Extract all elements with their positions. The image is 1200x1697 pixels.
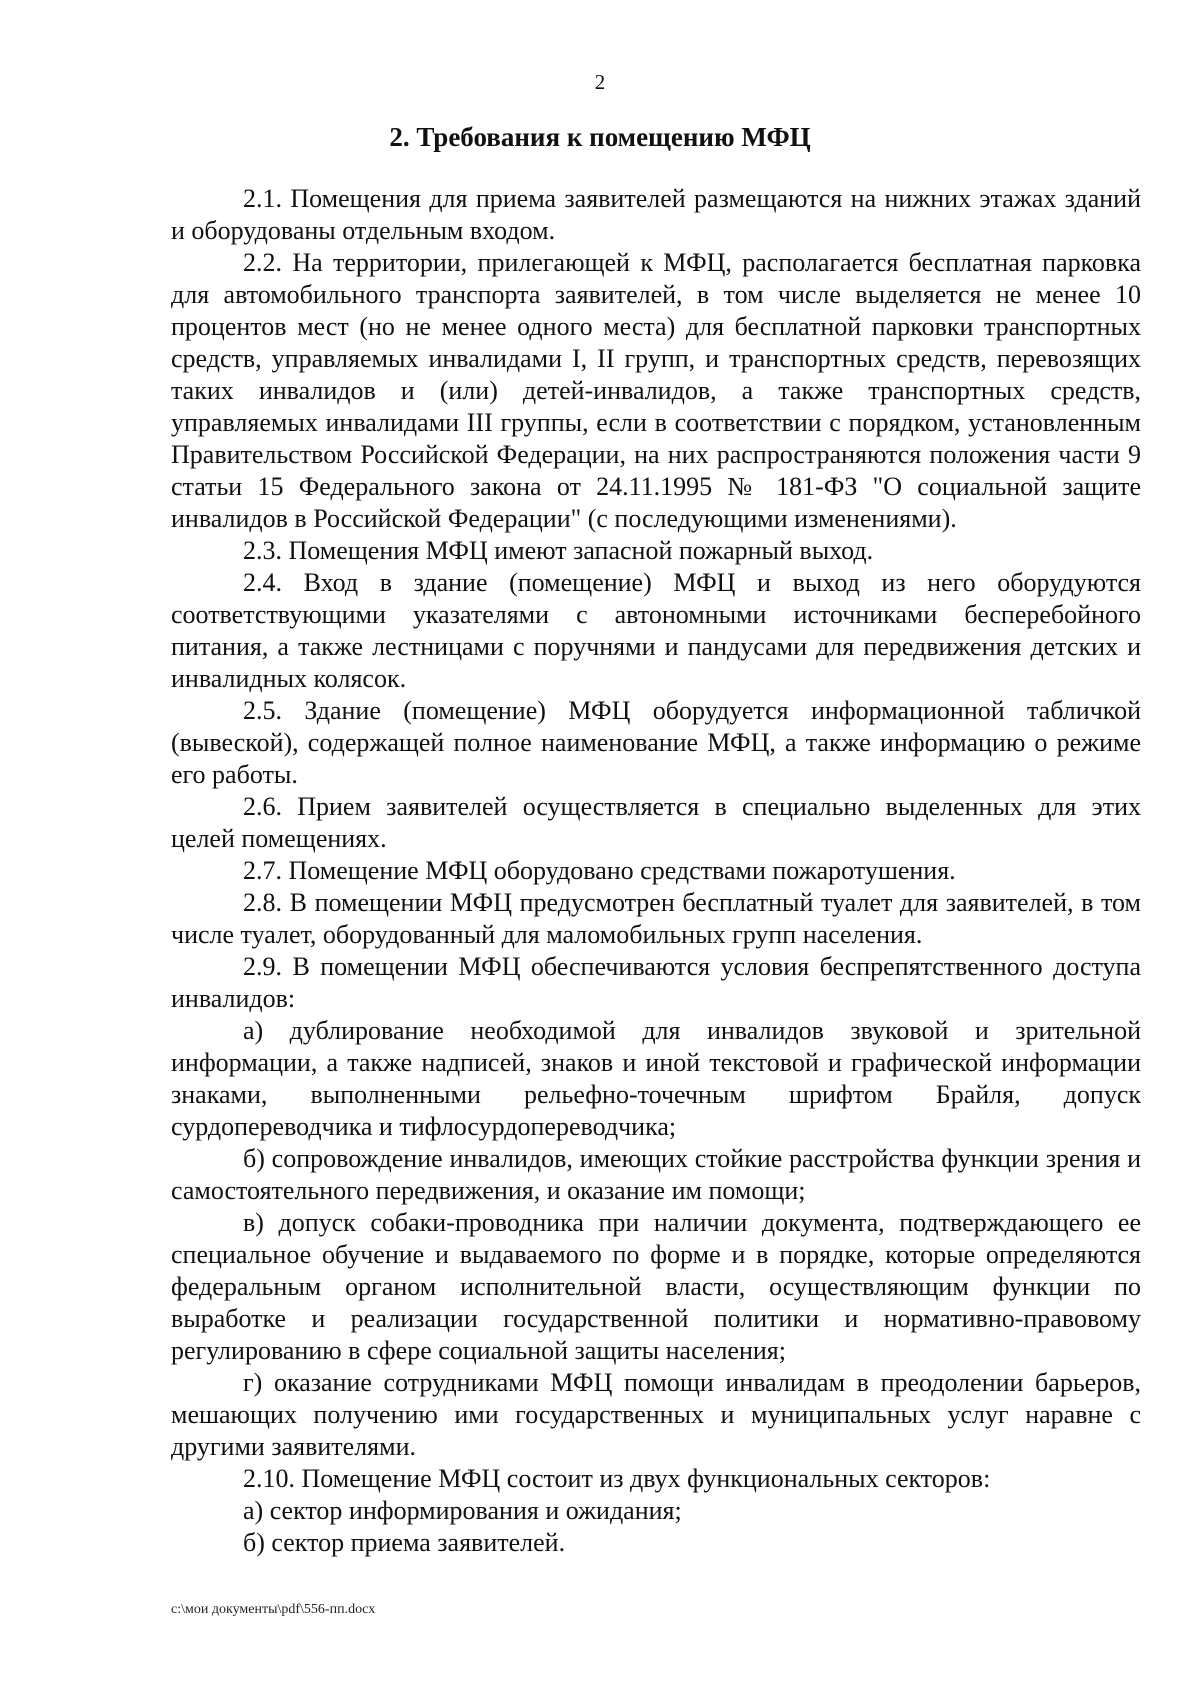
paragraph-2-2: 2.2. На территории, прилегающей к МФЦ, располагается бесплатная парковка для автомобильного транспорта заявителей, в том числе выделяется не менее 10 процентов мест (но не менее одного места) для бесплатной парковки транспортных средств, управляемых инвалидами I, II групп, и транспортных средств, перевозящих таких инвалидов и (или) детей-инвалидов, а также транспортных средств, управляемых инвалидами III группы, если в соответствии с порядком, установленным Правительством Российской Федерации, на них распространяются положения части 9 статьи 15 Федерального закона от 24.11.1995 № 181-ФЗ "О социальной защите инвалидов в Российской Федерации" (с последующими изменениями).: [171, 248, 1141, 533]
paragraph-2-3: 2.3. Помещения МФЦ имеют запасной пожарный выход.: [243, 536, 874, 565]
list-item-g: г) оказание сотрудниками МФЦ помощи инвалидам в преодолении барьеров, мешающих получению ими государственных и муниципальных услуг наравне с другими заявителями.: [171, 1368, 1141, 1461]
list-item-v: в) допуск собаки-проводника при наличии документа, подтверждающего ее специальное обучение и выдаваемого по форме и в порядке, которые определяются федеральным органом исполнительной власти, осуществляющим функции по выработке и реализации государственной политики и нормативно-правовому регулированию в сфере социальной защиты населения;: [171, 1208, 1141, 1365]
page-number: 2: [594, 70, 606, 94]
file-path-footer: c:\мои документы\pdf\556-пп.docx: [171, 1602, 376, 1617]
sector-item-a: а) сектор информирования и ожидания;: [243, 1496, 682, 1525]
list-item-a: а) дублирование необходимой для инвалидов звуковой и зрительной информации, а также надписей, знаков и иной текстовой и графической информации знаками, выполненными рельефно-точечным шрифтом Брайля, допуск сурдопереводчика и тифлосурдопереводчика;: [171, 1016, 1141, 1141]
section-heading: 2. Требования к помещению МФЦ: [389, 122, 811, 152]
paragraph-2-8: 2.8. В помещении МФЦ предусмотрен бесплатный туалет для заявителей, в том числе туалет, оборудованный для маломобильных групп населения.: [171, 888, 1141, 949]
paragraph-2-7: 2.7. Помещение МФЦ оборудовано средствами пожаротушения.: [243, 856, 956, 885]
paragraph-2-10: 2.10. Помещение МФЦ состоит из двух функциональных секторов:: [243, 1464, 991, 1493]
list-item-b: б) сопровождение инвалидов, имеющих стойкие расстройства функции зрения и самостоятельного передвижения, и оказание им помощи;: [171, 1144, 1141, 1205]
paragraph-2-9: 2.9. В помещении МФЦ обеспечиваются условия беспрепятственного доступа инвалидов:: [171, 952, 1141, 1013]
paragraph-2-4: 2.4. Вход в здание (помещение) МФЦ и выход из него оборудуются соответствующими указателями с автономными источниками бесперебойного питания, а также лестницами с поручнями и пандусами для передвижения детских и инвалидных колясок.: [171, 568, 1141, 693]
sector-item-b: б) сектор приема заявителей.: [243, 1528, 566, 1557]
paragraph-2-1: 2.1. Помещения для приема заявителей размещаются на нижних этажах зданий и оборудованы отдельным входом.: [171, 184, 1141, 245]
document-body: [171, 183, 1141, 1559]
paragraph-2-6: 2.6. Прием заявителей осуществляется в специально выделенных для этих целей помещениях.: [171, 792, 1141, 853]
paragraph-2-5: 2.5. Здание (помещение) МФЦ оборудуется информационной табличкой (вывеской), содержащей полное наименование МФЦ, а также информацию о режиме его работы.: [171, 696, 1141, 789]
